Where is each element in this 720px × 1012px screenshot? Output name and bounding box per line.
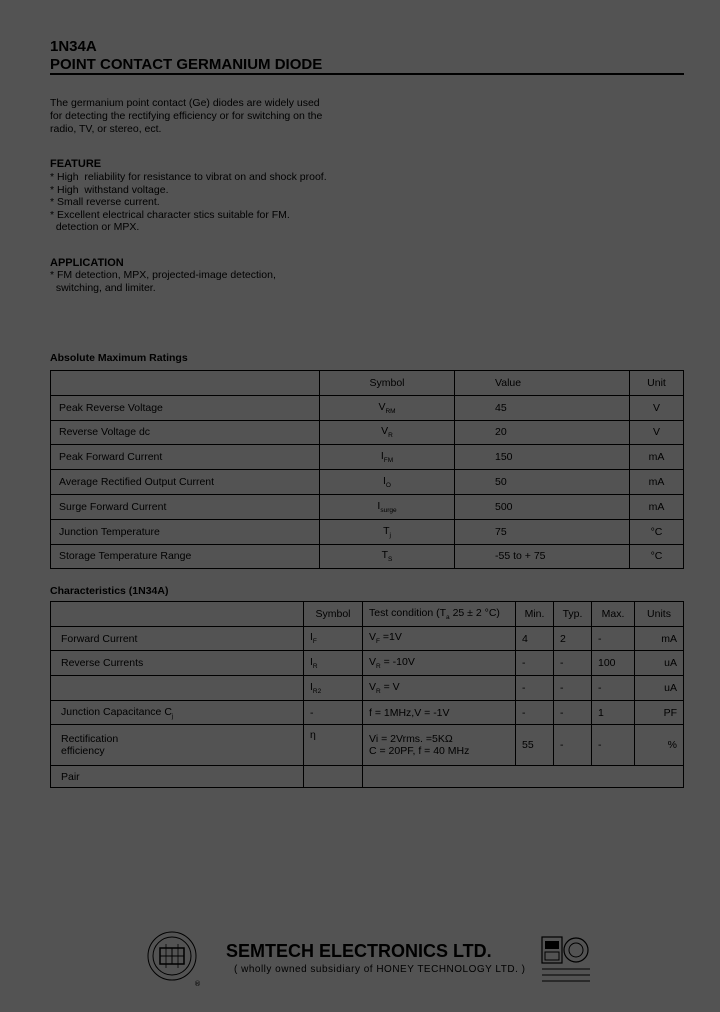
abs-max-table: [50, 370, 684, 569]
condition-cell: [363, 651, 516, 676]
table-row: [51, 544, 684, 569]
unit-cell: PF: [635, 700, 684, 725]
test-suffix: 25 ± 2 °C): [449, 606, 500, 619]
min-cell: -: [516, 676, 554, 701]
typ-cell: -: [554, 651, 592, 676]
symbol-text: I: [380, 450, 384, 463]
param-cell: Peak Forward Current: [51, 445, 320, 470]
symbol-cell: [320, 445, 455, 470]
company-name: SEMTECH ELECTRONICS LTD.: [226, 941, 492, 961]
unit-cell: mA: [630, 470, 684, 495]
application-item: * FM detection, MPX, projected-image detection,: [50, 269, 276, 281]
symbol-cell: [304, 651, 363, 676]
symbol-cell: [320, 470, 455, 495]
unit-cell: mA: [630, 445, 684, 470]
symbol-cell: [320, 420, 455, 445]
application-item: switching, and limiter.: [50, 281, 156, 294]
cond-line: C = 20PF, f = 40 MHz: [369, 745, 470, 758]
feature-list: [50, 171, 370, 234]
max-cell: -: [592, 725, 635, 766]
condition-cell: [363, 626, 516, 651]
symbol-cell: [320, 519, 455, 544]
header-unit: Unit: [630, 371, 684, 396]
condition-cell: f = 1MHz,V = -1V: [363, 700, 516, 725]
cond-text: V: [369, 680, 377, 693]
test-sub: a: [446, 613, 450, 621]
value-cell: 50: [455, 470, 630, 495]
table-row: [51, 651, 684, 676]
intro-paragraph: [50, 97, 370, 136]
symbol-text: V: [381, 425, 389, 438]
max-cell: -: [592, 626, 635, 651]
table-header-row: [51, 371, 684, 396]
header-value: Value: [455, 371, 630, 396]
unit-cell: mA: [635, 626, 684, 651]
cond-sub: R: [376, 663, 381, 671]
registered-mark: ®: [194, 980, 201, 986]
symbol-text: V: [378, 400, 386, 413]
semtech-logo-icon: [146, 930, 202, 986]
condition-cell: [363, 725, 516, 766]
header-parameter: [51, 371, 320, 396]
title-divider: [50, 73, 684, 75]
unit-cell: °C: [630, 544, 684, 569]
abs-max-title: Absolute Maximum Ratings: [50, 352, 188, 364]
param-cell: Average Rectified Output Current: [51, 470, 320, 495]
table-row: [51, 494, 684, 519]
footer: [0, 925, 720, 995]
pair-blank-cell: [363, 766, 684, 788]
feature-item: detection or MPX.: [50, 221, 140, 233]
symbol-sub: R2: [312, 687, 322, 695]
header-min: Min.: [516, 602, 554, 627]
feature-item: * High reliability for resistance to vibrat on and shock proof.: [50, 171, 327, 183]
symbol-sub: R: [388, 432, 393, 440]
param-cell: Surge Forward Current: [51, 494, 320, 519]
intro-line: radio, TV, or stereo, ect.: [50, 123, 162, 135]
param-cell: Forward Current: [51, 626, 304, 651]
cond-sub: R: [376, 687, 381, 695]
min-cell: -: [516, 700, 554, 725]
param-cell: Junction Temperature: [51, 519, 320, 544]
header-typ: Typ.: [554, 602, 592, 627]
symbol-text: I: [383, 475, 386, 488]
symbol-cell: [304, 766, 363, 788]
symbol-cell: [304, 626, 363, 651]
symbol-cell: -: [304, 700, 363, 725]
table-row: [51, 626, 684, 651]
symbol-text: T: [381, 549, 389, 562]
symbol-cell: [320, 494, 455, 519]
max-cell: -: [592, 676, 635, 701]
header-test-condition: [363, 602, 516, 627]
symbol-text: I: [310, 680, 313, 693]
cond-rest: = V: [380, 680, 400, 693]
value-cell: 150: [455, 445, 630, 470]
characteristics-table: [50, 601, 684, 788]
table-row: [51, 445, 684, 470]
symbol-cell: [320, 544, 455, 569]
param-line: efficiency: [61, 745, 105, 758]
typ-cell: -: [554, 725, 592, 766]
unit-cell: mA: [630, 494, 684, 519]
table-row: [51, 395, 684, 420]
unit-cell: uA: [635, 651, 684, 676]
symbol-cell: [320, 395, 455, 420]
header-symbol: Symbol: [304, 602, 363, 627]
table-row: [51, 725, 684, 766]
symbol-sub: F: [312, 638, 317, 646]
subsidiary-note: ( wholly owned subsidiary of HONEY TECHNOLOGY LTD. ): [234, 964, 526, 975]
param-cell: Storage Temperature Range: [51, 544, 320, 569]
feature-item: * High withstand voltage.: [50, 183, 169, 196]
symbol-sub: O: [385, 482, 391, 490]
table-row: [51, 766, 684, 788]
table-row: [51, 519, 684, 544]
certification-mark-icon: [540, 935, 592, 985]
symbol-text: I: [377, 499, 381, 512]
min-cell: -: [516, 651, 554, 676]
table-row: [51, 420, 684, 445]
intro-line: The germanium point contact (Ge) diodes are widely used: [50, 97, 320, 109]
value-cell: 500: [455, 494, 630, 519]
max-cell: 1: [592, 700, 635, 725]
feature-item: * Small reverse current.: [50, 196, 160, 208]
value-cell: -55 to + 75: [455, 544, 630, 569]
table-row: [51, 470, 684, 495]
page-title: POINT CONTACT GERMANIUM DIODE: [50, 56, 323, 73]
cond-text: V: [369, 656, 377, 669]
cond-rest: =1V: [380, 631, 402, 644]
application-heading: APPLICATION: [50, 257, 124, 269]
unit-cell: uA: [635, 676, 684, 701]
param-cell: Peak Reverse Voltage: [51, 395, 320, 420]
param-cell: Pair: [51, 766, 304, 788]
condition-cell: [363, 676, 516, 701]
symbol-sub: j: [389, 531, 391, 539]
param-cell: [51, 676, 304, 701]
application-list: [50, 269, 370, 294]
param-cell: Reverse Voltage dc: [51, 420, 320, 445]
header-parameter: [51, 602, 304, 627]
symbol-text: I: [310, 631, 313, 644]
symbol-text: I: [310, 656, 313, 669]
cond-rest: = -10V: [380, 656, 415, 669]
typ-cell: -: [554, 676, 592, 701]
test-prefix: Test condition (T: [369, 606, 447, 619]
typ-cell: -: [554, 700, 592, 725]
min-cell: 4: [516, 626, 554, 651]
value-cell: 75: [455, 519, 630, 544]
characteristics-title: Characteristics (1N34A): [50, 585, 169, 597]
unit-cell: %: [635, 725, 684, 766]
unit-cell: V: [630, 420, 684, 445]
cond-line: Vi = 2Vrms. =5KΩ: [369, 733, 453, 746]
symbol-sub: RM: [385, 407, 396, 415]
symbol-text: T: [383, 524, 390, 537]
value-cell: 20: [455, 420, 630, 445]
param-line: Rectification: [61, 733, 119, 746]
header-symbol: Symbol: [320, 371, 455, 396]
header-max: Max.: [592, 602, 635, 627]
table-row: [51, 700, 684, 725]
param-text: Junction Capacitance C: [61, 705, 172, 718]
feature-heading: FEATURE: [50, 158, 102, 170]
intro-line: for detecting the rectifying efficiency or for switching on the: [50, 110, 323, 122]
header-units: Units: [635, 602, 684, 627]
max-cell: 100: [592, 651, 635, 676]
part-number: 1N34A: [50, 38, 97, 55]
symbol-sub: FM: [383, 457, 394, 465]
table-header-row: [51, 602, 684, 627]
cond-sub: F: [376, 638, 380, 646]
param-sub: j: [171, 712, 174, 720]
param-cell: [51, 725, 304, 766]
symbol-cell: η: [304, 725, 363, 766]
min-cell: 55: [516, 725, 554, 766]
param-cell: Reverse Currents: [51, 651, 304, 676]
param-cell: [51, 700, 304, 725]
value-cell: 45: [455, 395, 630, 420]
symbol-cell: [304, 676, 363, 701]
symbol-sub: surge: [380, 506, 397, 514]
table-row: [51, 676, 684, 701]
symbol-sub: S: [388, 556, 393, 564]
cond-text: V: [369, 631, 377, 644]
unit-cell: V: [630, 395, 684, 420]
feature-item: * Excellent electrical character stics suitable for FM.: [50, 208, 290, 221]
symbol-sub: R: [312, 663, 318, 671]
unit-cell: °C: [630, 519, 684, 544]
typ-cell: 2: [554, 626, 592, 651]
